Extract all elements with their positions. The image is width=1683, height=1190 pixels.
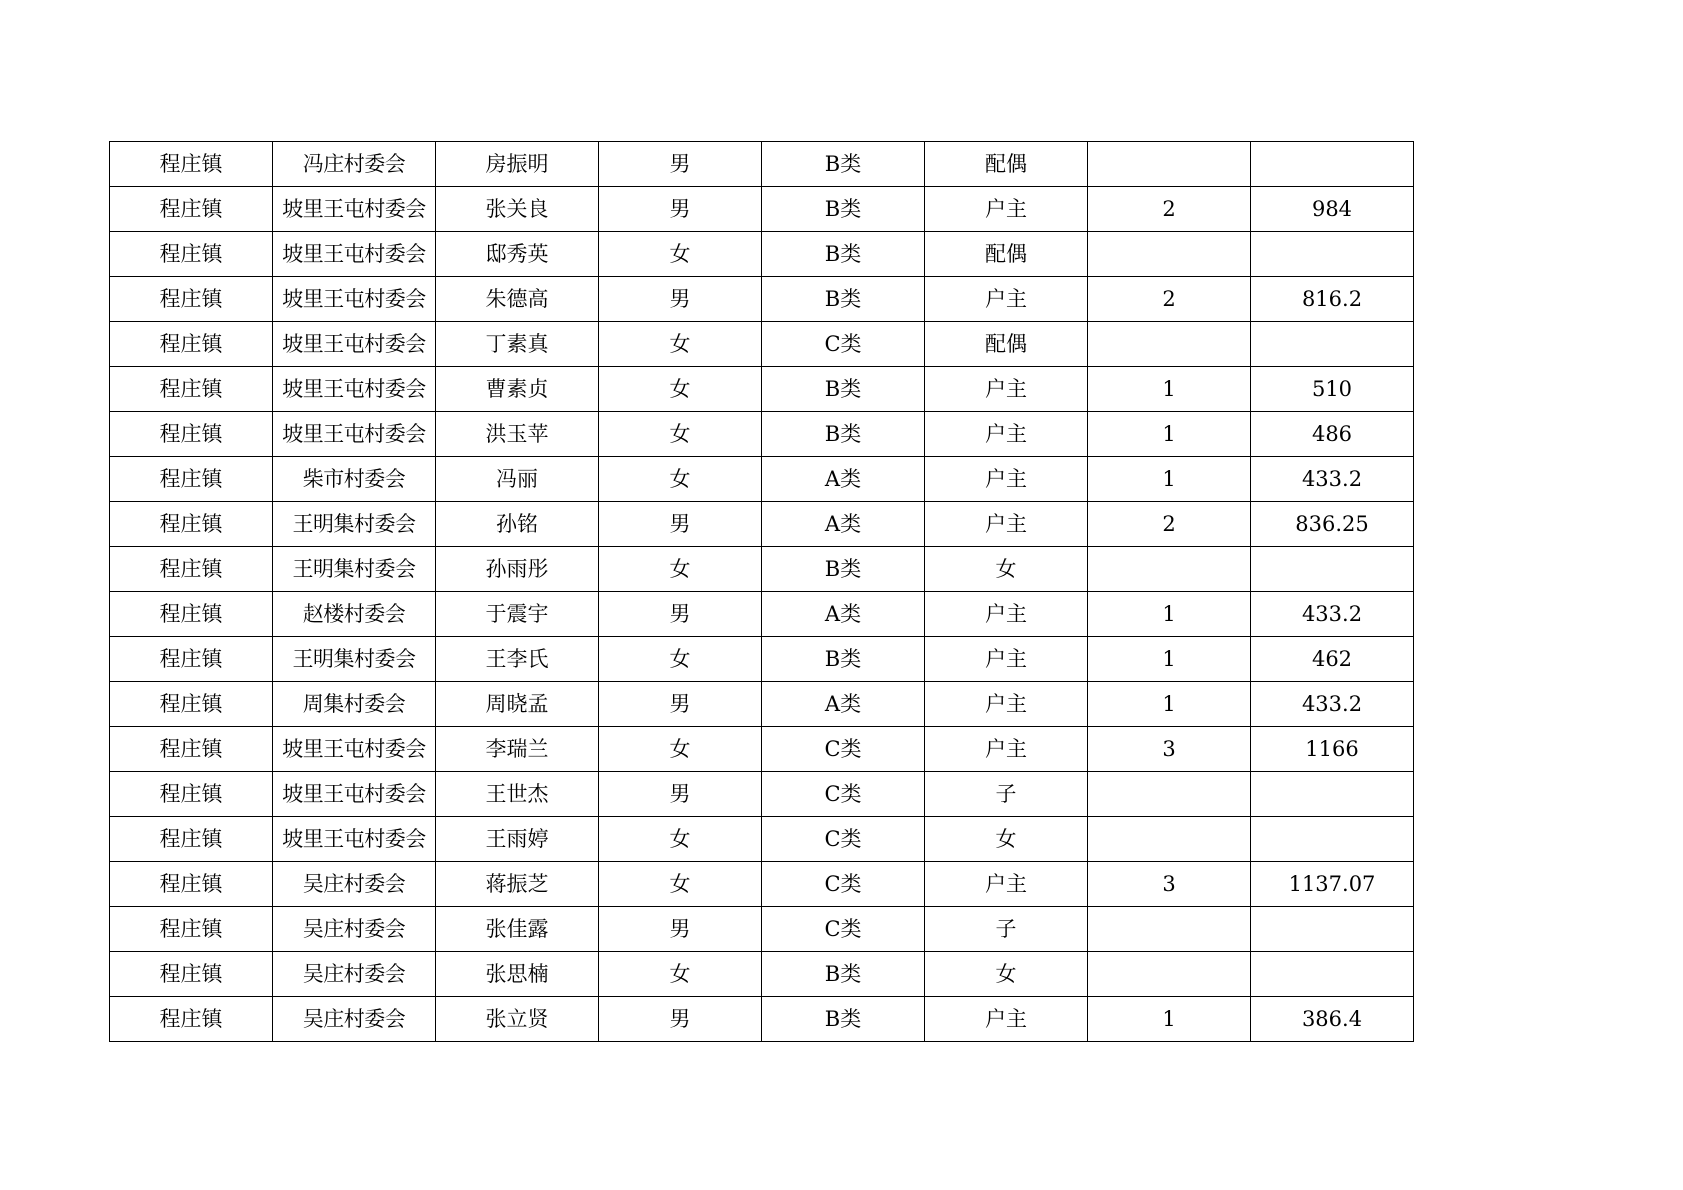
relation-cell: 配偶 [925, 142, 1088, 187]
table-row [110, 457, 1414, 502]
table-row [110, 412, 1414, 457]
household-size-cell [1088, 142, 1251, 187]
amount-cell [1251, 772, 1414, 817]
town-cell: 程庄镇 [110, 727, 273, 772]
town-cell: 程庄镇 [110, 232, 273, 277]
category-cell: C类 [762, 727, 925, 772]
gender-cell: 男 [599, 187, 762, 232]
name-cell: 王世杰 [436, 772, 599, 817]
category-cell: B类 [762, 187, 925, 232]
category-cell: C类 [762, 772, 925, 817]
gender-cell: 女 [599, 367, 762, 412]
category-cell: B类 [762, 142, 925, 187]
amount-cell [1251, 952, 1414, 997]
table-row [110, 547, 1414, 592]
name-cell: 周晓孟 [436, 682, 599, 727]
relation-cell: 子 [925, 772, 1088, 817]
gender-cell: 女 [599, 547, 762, 592]
village-cell: 王明集村委会 [273, 637, 436, 682]
relation-cell: 女 [925, 952, 1088, 997]
gender-cell: 男 [599, 502, 762, 547]
amount-cell [1251, 142, 1414, 187]
relation-cell: 户主 [925, 727, 1088, 772]
amount-cell: 1137.07 [1251, 862, 1414, 907]
category-cell: A类 [762, 682, 925, 727]
amount-cell: 816.2 [1251, 277, 1414, 322]
amount-cell: 984 [1251, 187, 1414, 232]
category-cell: C类 [762, 907, 925, 952]
town-cell: 程庄镇 [110, 547, 273, 592]
table-row [110, 277, 1414, 322]
category-cell: A类 [762, 457, 925, 502]
name-cell: 冯丽 [436, 457, 599, 502]
village-cell: 吴庄村委会 [273, 997, 436, 1042]
gender-cell: 男 [599, 997, 762, 1042]
town-cell: 程庄镇 [110, 952, 273, 997]
name-cell: 王雨婷 [436, 817, 599, 862]
name-cell: 王李氏 [436, 637, 599, 682]
gender-cell: 女 [599, 637, 762, 682]
category-cell: A类 [762, 502, 925, 547]
relation-cell: 户主 [925, 367, 1088, 412]
village-cell: 坡里王屯村委会 [273, 772, 436, 817]
table-row [110, 187, 1414, 232]
name-cell: 张立贤 [436, 997, 599, 1042]
name-cell: 孙雨彤 [436, 547, 599, 592]
table-row [110, 367, 1414, 412]
village-cell: 坡里王屯村委会 [273, 367, 436, 412]
table-row [110, 952, 1414, 997]
table-row [110, 637, 1414, 682]
category-cell: B类 [762, 997, 925, 1042]
name-cell: 张思楠 [436, 952, 599, 997]
village-cell: 坡里王屯村委会 [273, 187, 436, 232]
town-cell: 程庄镇 [110, 907, 273, 952]
gender-cell: 女 [599, 232, 762, 277]
table-row [110, 502, 1414, 547]
category-cell: C类 [762, 817, 925, 862]
table-row [110, 727, 1414, 772]
category-cell: B类 [762, 367, 925, 412]
gender-cell: 男 [599, 142, 762, 187]
household-size-cell: 1 [1088, 367, 1251, 412]
household-size-cell [1088, 322, 1251, 367]
town-cell: 程庄镇 [110, 277, 273, 322]
gender-cell: 男 [599, 772, 762, 817]
relation-cell: 户主 [925, 457, 1088, 502]
table-row [110, 232, 1414, 277]
relation-cell: 户主 [925, 997, 1088, 1042]
household-size-cell [1088, 952, 1251, 997]
name-cell: 曹素贞 [436, 367, 599, 412]
relation-cell: 子 [925, 907, 1088, 952]
amount-cell: 386.4 [1251, 997, 1414, 1042]
village-cell: 吴庄村委会 [273, 862, 436, 907]
gender-cell: 男 [599, 907, 762, 952]
category-cell: C类 [762, 862, 925, 907]
relation-cell: 户主 [925, 502, 1088, 547]
gender-cell: 女 [599, 952, 762, 997]
town-cell: 程庄镇 [110, 502, 273, 547]
gender-cell: 女 [599, 412, 762, 457]
town-cell: 程庄镇 [110, 592, 273, 637]
amount-cell [1251, 907, 1414, 952]
amount-cell: 462 [1251, 637, 1414, 682]
town-cell: 程庄镇 [110, 187, 273, 232]
name-cell: 朱德高 [436, 277, 599, 322]
table-row [110, 142, 1414, 187]
gender-cell: 男 [599, 682, 762, 727]
name-cell: 房振明 [436, 142, 599, 187]
village-cell: 柴市村委会 [273, 457, 436, 502]
household-size-cell [1088, 547, 1251, 592]
name-cell: 于震宇 [436, 592, 599, 637]
name-cell: 张关良 [436, 187, 599, 232]
category-cell: B类 [762, 412, 925, 457]
relation-cell: 配偶 [925, 232, 1088, 277]
category-cell: B类 [762, 637, 925, 682]
town-cell: 程庄镇 [110, 682, 273, 727]
name-cell: 李瑞兰 [436, 727, 599, 772]
amount-cell [1251, 322, 1414, 367]
household-size-cell: 1 [1088, 997, 1251, 1042]
village-cell: 坡里王屯村委会 [273, 277, 436, 322]
name-cell: 张佳露 [436, 907, 599, 952]
village-cell: 坡里王屯村委会 [273, 727, 436, 772]
town-cell: 程庄镇 [110, 367, 273, 412]
category-cell: B类 [762, 277, 925, 322]
amount-cell: 486 [1251, 412, 1414, 457]
name-cell: 洪玉苹 [436, 412, 599, 457]
category-cell: B类 [762, 547, 925, 592]
name-cell: 孙铭 [436, 502, 599, 547]
name-cell: 邸秀英 [436, 232, 599, 277]
household-size-cell: 3 [1088, 862, 1251, 907]
village-cell: 坡里王屯村委会 [273, 412, 436, 457]
household-size-cell: 1 [1088, 457, 1251, 502]
table-body [110, 142, 1414, 1042]
household-size-cell: 2 [1088, 502, 1251, 547]
relation-cell: 户主 [925, 412, 1088, 457]
table-row [110, 997, 1414, 1042]
village-cell: 吴庄村委会 [273, 907, 436, 952]
data-table [109, 141, 1414, 1042]
village-cell: 吴庄村委会 [273, 952, 436, 997]
amount-cell: 433.2 [1251, 682, 1414, 727]
amount-cell: 1166 [1251, 727, 1414, 772]
gender-cell: 男 [599, 592, 762, 637]
town-cell: 程庄镇 [110, 817, 273, 862]
gender-cell: 女 [599, 817, 762, 862]
relation-cell: 户主 [925, 862, 1088, 907]
gender-cell: 女 [599, 322, 762, 367]
household-size-cell [1088, 232, 1251, 277]
household-size-cell: 3 [1088, 727, 1251, 772]
village-cell: 坡里王屯村委会 [273, 232, 436, 277]
household-size-cell: 2 [1088, 277, 1251, 322]
village-cell: 坡里王屯村委会 [273, 817, 436, 862]
town-cell: 程庄镇 [110, 412, 273, 457]
table-row [110, 682, 1414, 727]
category-cell: C类 [762, 322, 925, 367]
household-size-cell [1088, 817, 1251, 862]
table-row [110, 907, 1414, 952]
gender-cell: 女 [599, 727, 762, 772]
table-row [110, 592, 1414, 637]
name-cell: 丁素真 [436, 322, 599, 367]
relation-cell: 户主 [925, 277, 1088, 322]
amount-cell [1251, 547, 1414, 592]
household-size-cell: 1 [1088, 637, 1251, 682]
gender-cell: 女 [599, 862, 762, 907]
household-size-cell: 2 [1088, 187, 1251, 232]
amount-cell: 836.25 [1251, 502, 1414, 547]
town-cell: 程庄镇 [110, 322, 273, 367]
relation-cell: 户主 [925, 592, 1088, 637]
village-cell: 赵楼村委会 [273, 592, 436, 637]
relation-cell: 户主 [925, 682, 1088, 727]
amount-cell: 433.2 [1251, 457, 1414, 502]
table-row [110, 817, 1414, 862]
household-size-cell: 1 [1088, 682, 1251, 727]
household-size-cell: 1 [1088, 592, 1251, 637]
amount-cell: 433.2 [1251, 592, 1414, 637]
town-cell: 程庄镇 [110, 862, 273, 907]
gender-cell: 女 [599, 457, 762, 502]
gender-cell: 男 [599, 277, 762, 322]
town-cell: 程庄镇 [110, 772, 273, 817]
relation-cell: 户主 [925, 187, 1088, 232]
amount-cell [1251, 232, 1414, 277]
table-row [110, 322, 1414, 367]
category-cell: B类 [762, 232, 925, 277]
village-cell: 周集村委会 [273, 682, 436, 727]
amount-cell: 510 [1251, 367, 1414, 412]
village-cell: 冯庄村委会 [273, 142, 436, 187]
town-cell: 程庄镇 [110, 457, 273, 502]
town-cell: 程庄镇 [110, 142, 273, 187]
village-cell: 王明集村委会 [273, 502, 436, 547]
category-cell: A类 [762, 592, 925, 637]
household-size-cell [1088, 907, 1251, 952]
village-cell: 坡里王屯村委会 [273, 322, 436, 367]
table-row [110, 772, 1414, 817]
household-size-cell: 1 [1088, 412, 1251, 457]
town-cell: 程庄镇 [110, 997, 273, 1042]
relation-cell: 女 [925, 817, 1088, 862]
category-cell: B类 [762, 952, 925, 997]
table-row [110, 862, 1414, 907]
village-cell: 王明集村委会 [273, 547, 436, 592]
relation-cell: 女 [925, 547, 1088, 592]
town-cell: 程庄镇 [110, 637, 273, 682]
name-cell: 蒋振芝 [436, 862, 599, 907]
amount-cell [1251, 817, 1414, 862]
relation-cell: 户主 [925, 637, 1088, 682]
relation-cell: 配偶 [925, 322, 1088, 367]
household-size-cell [1088, 772, 1251, 817]
